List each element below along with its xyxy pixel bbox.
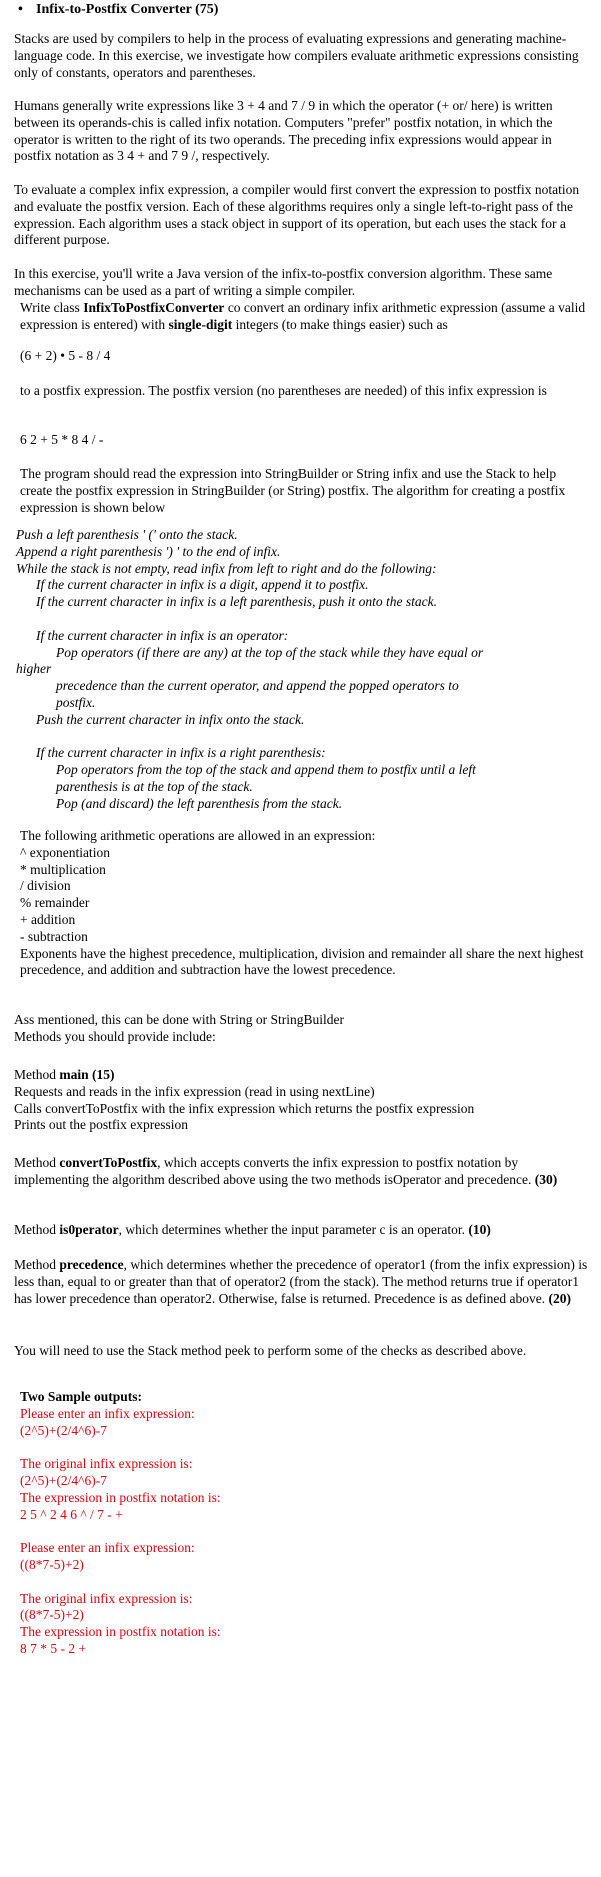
precedence-note: Exponents have the highest precedence, multiplication, division and remainder all share the next highest precedence, and addition and subtraction have the lowest precedence. [20,945,584,978]
operators-block [20,828,590,979]
intro-paragraph-2: Humans generally write expressions like 3 + 4 and 7 / 9 in which the operator (+ or/ here) is written between its operands-chis is called infix notation. Computers "prefer" postfix notation, in which the operator is written to the right of its two operands. The preceding infix expressions would appear in postfix notation as 3 4 + and 7 9 /, respectively. [14,98,553,164]
algorithm-spacer [16,611,586,628]
main-method-line: Requests and reads in the infix expression (read in using nextLine) [14,1083,375,1099]
convert-method-paragraph [14,1155,590,1189]
isoperator-method-desc: , which determines whether the input parameter c is an operator. [118,1222,469,1237]
sample-line: (2^5)+(2/4^6)-7 [20,1472,108,1488]
algorithm-line: If the current character in infix is a digit, append it to postfix. [36,577,369,593]
sample-spacer [20,1439,590,1456]
class-name: InfixToPostfixConverter [83,300,225,315]
main-method-line: Prints out the postfix expression [14,1117,188,1133]
main-method-block [14,1067,584,1134]
algorithm-line: Append a right parenthesis ') ' to the end of infix. [16,543,281,559]
write-class-post: integers (to make things easier) such as [232,316,448,332]
operator-item: * multiplication [20,861,106,877]
intro-paragraph-3: To evaluate a complex infix expression, a compiler would first convert the expression to postfix notation and evaluate the postfix version. Each of these algorithms requires only a single left-to-right pass of the expression. Each algorithm uses a stack object in support of its operation, but each uses the stack for a different purpose. [14,182,580,248]
main-method-name: main (15) [59,1067,115,1082]
example-postfix: 6 2 + 5 * 8 4 / - [20,432,104,447]
sample-line: Please enter an infix expression: [20,1540,195,1556]
isoperator-method-paragraph [14,1222,590,1239]
methods-intro [14,1012,584,1046]
sample-outputs-block [20,1389,590,1658]
intro-paragraph-1: Stacks are used by compilers to help in the process of evaluating expressions and generating machine-language code. In this exercise, we investigate how compilers evaluate arithmetic expressions consisting only of constants, operators and parentheses. [14,31,579,80]
program-paragraph: The program should read the expression into StringBuilder or String infix and use the Stack to help create the postfix expression in StringBuilder (or String) postfix. The algorithm for creating a postfix expression is shown below [20,466,566,515]
write-class-paragraph [20,300,590,334]
algorithm-line: Push the current character in infix onto the stack. [36,711,305,727]
methods-intro-line: Ass mentioned, this can be done with String or StringBuilder [14,1012,344,1027]
sample-line: The original infix expression is: [20,1590,193,1606]
convert-method-desc: , which accepts converts the infix expression to postfix notation by implementing the algorithm described above using the two methods isOperator and precedence. [14,1155,535,1187]
bullet-icon: • [18,2,23,17]
precedence-method-points: (20) [548,1290,572,1306]
isoperator-method-name: is0perator [59,1222,119,1237]
algorithm-line: precedence than the current operator, and append the popped operators to [56,678,459,694]
sample-spacer [20,1574,590,1591]
method-label: Method [14,1257,60,1272]
write-class-mid: co convert an ordinary infix arithmetic expression (assume a valid expression is entered) with [20,300,586,332]
method-label: Method [14,1222,60,1237]
peek-note: You will need to use the Stack method peek to perform some of the checks as described above. [14,1343,527,1358]
operators-heading: The following arithmetic operations are allowed in an expression: [20,828,376,843]
algorithm-line: higher [16,661,52,677]
algorithm-line: If the current character in infix is a left parenthesis, push it onto the stack. [36,594,437,610]
operator-item: % remainder [20,895,90,911]
sample-line: (2^5)+(2/4^6)-7 [20,1422,108,1438]
single-digit-emphasis: single-digit [168,316,233,332]
main-method-line: Calls convertToPostfix with the infix expression which returns the postfix expression [14,1100,475,1116]
algorithm-line: Pop operators (if there are any) at the top of the stack while they have equal or [56,644,484,660]
algorithm-line: parenthesis is at the top of the stack. [56,778,253,794]
write-class-pre: Write class [20,300,84,315]
algorithm-line: If the current character in infix is an operator: [36,627,289,643]
sample-line: 2 5 ^ 2 4 6 ^ / 7 - + [20,1506,123,1522]
sample-line: 8 7 * 5 - 2 + [20,1640,87,1656]
precedence-method-name: precedence [59,1257,124,1272]
algorithm-spacer [16,729,586,746]
algorithm-line: If the current character in infix is a right parenthesis: [36,745,326,761]
operator-item: / division [20,878,71,894]
sample-line: The expression in postfix notation is: [20,1489,221,1505]
method-label: Method [14,1155,60,1170]
main-method-heading [14,1067,584,1084]
algorithm-line: While the stack is not empty, read infix from left to right and do the following: [16,560,437,576]
intro-paragraph-4: In this exercise, you'll write a Java version of the infix-to-postfix conversion algorithm. These same mechanisms can be used as a part of writing a simple compiler. [14,266,553,298]
isoperator-method-points: (10) [468,1222,491,1237]
algorithm-line: Pop operators from the top of the stack and append them to postfix until a left [56,762,476,778]
convert-method-points: (30) [534,1171,558,1187]
example-infix: (6 + 2) • 5 - 8 / 4 [20,348,111,363]
sample-line: ((8*7-5)+2) [20,1556,84,1572]
algorithm-block [16,527,586,813]
convert-method-name: convertToPostfix [59,1155,158,1170]
operator-item: - subtraction [20,928,88,944]
method-label: Method [14,1067,60,1082]
sample-outputs-heading: Two Sample outputs: [20,1389,143,1404]
methods-intro-line: Methods you should provide include: [14,1028,216,1044]
page-title [18,2,218,18]
operator-item: ^ exponentiation [20,844,110,860]
precedence-method-paragraph [14,1257,590,1307]
to-postfix-paragraph: to a postfix expression. The postfix version (no parentheses are needed) of this infix expression is [20,383,547,398]
sample-line: The original infix expression is: [20,1456,193,1472]
title-text: Infix-to-Postfix Converter (75) [36,2,219,17]
sample-line: ((8*7-5)+2) [20,1607,84,1623]
algorithm-line: postfix. [56,694,96,710]
sample-spacer [20,1523,590,1540]
sample-line: The expression in postfix notation is: [20,1624,221,1640]
algorithm-line: Pop (and discard) the left parenthesis from the stack. [56,795,343,811]
algorithm-line: Push a left parenthesis ' (' onto the stack. [16,527,238,542]
precedence-method-desc: , which determines whether the precedence of operator1 (from the infix expression) is less than, equal to or greater than that of operator2 (from the stack). The method returns true if operator1 has lower precedence than operator2. Otherwise, false is returned. Precedence is as defined above. [14,1257,588,1306]
sample-line: Please enter an infix expression: [20,1405,195,1421]
operator-item: + addition [20,911,76,927]
